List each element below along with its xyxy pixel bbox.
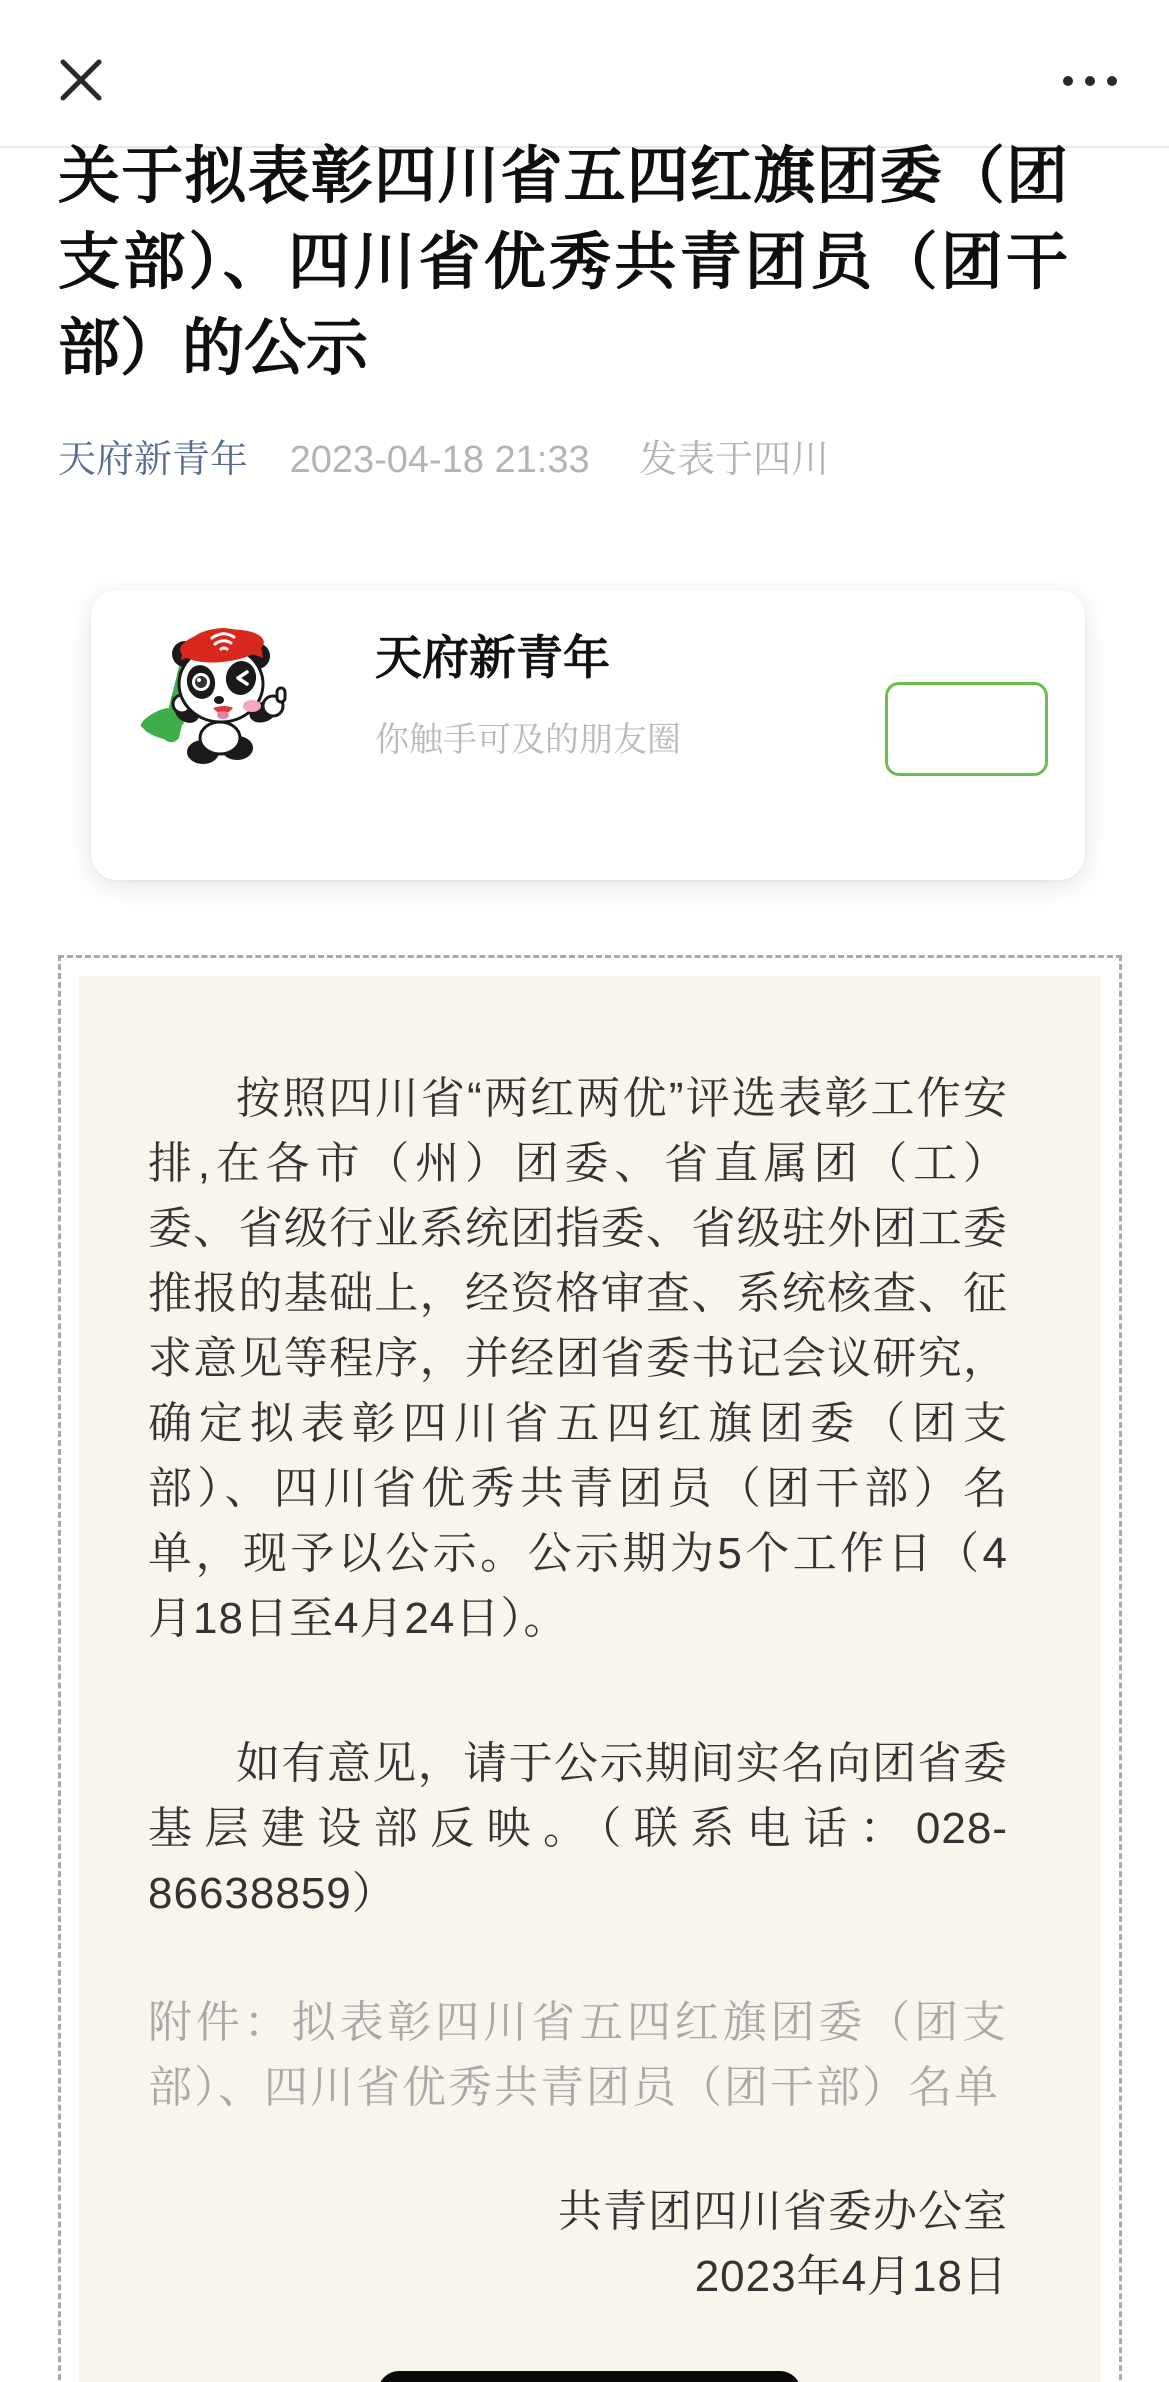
publish-location: 发表于四川: [639, 439, 830, 481]
notice-content: [148, 1066, 1008, 2309]
official-account-card[interactable]: [91, 590, 1085, 880]
bottom-divider-bar: [378, 2371, 801, 2382]
notice-paragraph-1: 按照四川省“两红两优”评选表彰工作安排,在各市（州）团委、省直属团（工）委、省级行业系统团指委、省级驻外团工委推报的基础上，经资格审查、系统核查、征求意见等程序，并经团省委书记会议研究，确定拟表彰四川省五四红旗团委（团支部）、四川省优秀共青团员（团干部）名单，现予以公示。公示期为5个工作日（4月18日至4月24日）。: [148, 1074, 1008, 1643]
close-icon[interactable]: [57, 56, 105, 104]
publish-time: 2023-04-18 21:33: [289, 439, 590, 481]
attachment-note: 附件：拟表彰四川省五四红旗团委（团支部）、四川省优秀共青团员（团干部）名单: [148, 1998, 1008, 2112]
article-title: 关于拟表彰四川省五四红旗团委（团支部）、四川省优秀共青团员（团干部）的公示: [58, 142, 1068, 383]
notice-paragraph-2: 如有意见，请于公示期间实名向团省委基层建设部反映。（联系电话：028-86638859）: [148, 1739, 1008, 1918]
author-link[interactable]: 天府新青年: [58, 439, 249, 481]
article-meta: [58, 436, 1108, 484]
more-menu-icon[interactable]: [1050, 58, 1130, 104]
signature-office: 共青团四川省委办公室: [558, 2187, 1008, 2236]
signature-date: 2023年4月18日: [694, 2252, 1008, 2301]
panda-mascot-avatar-icon: [135, 620, 295, 770]
top-bar: [0, 0, 1169, 148]
follow-button[interactable]: [885, 682, 1048, 776]
account-name: 天府新青年: [375, 631, 610, 684]
account-tagline: 你触手可及的朋友圈: [375, 721, 681, 759]
